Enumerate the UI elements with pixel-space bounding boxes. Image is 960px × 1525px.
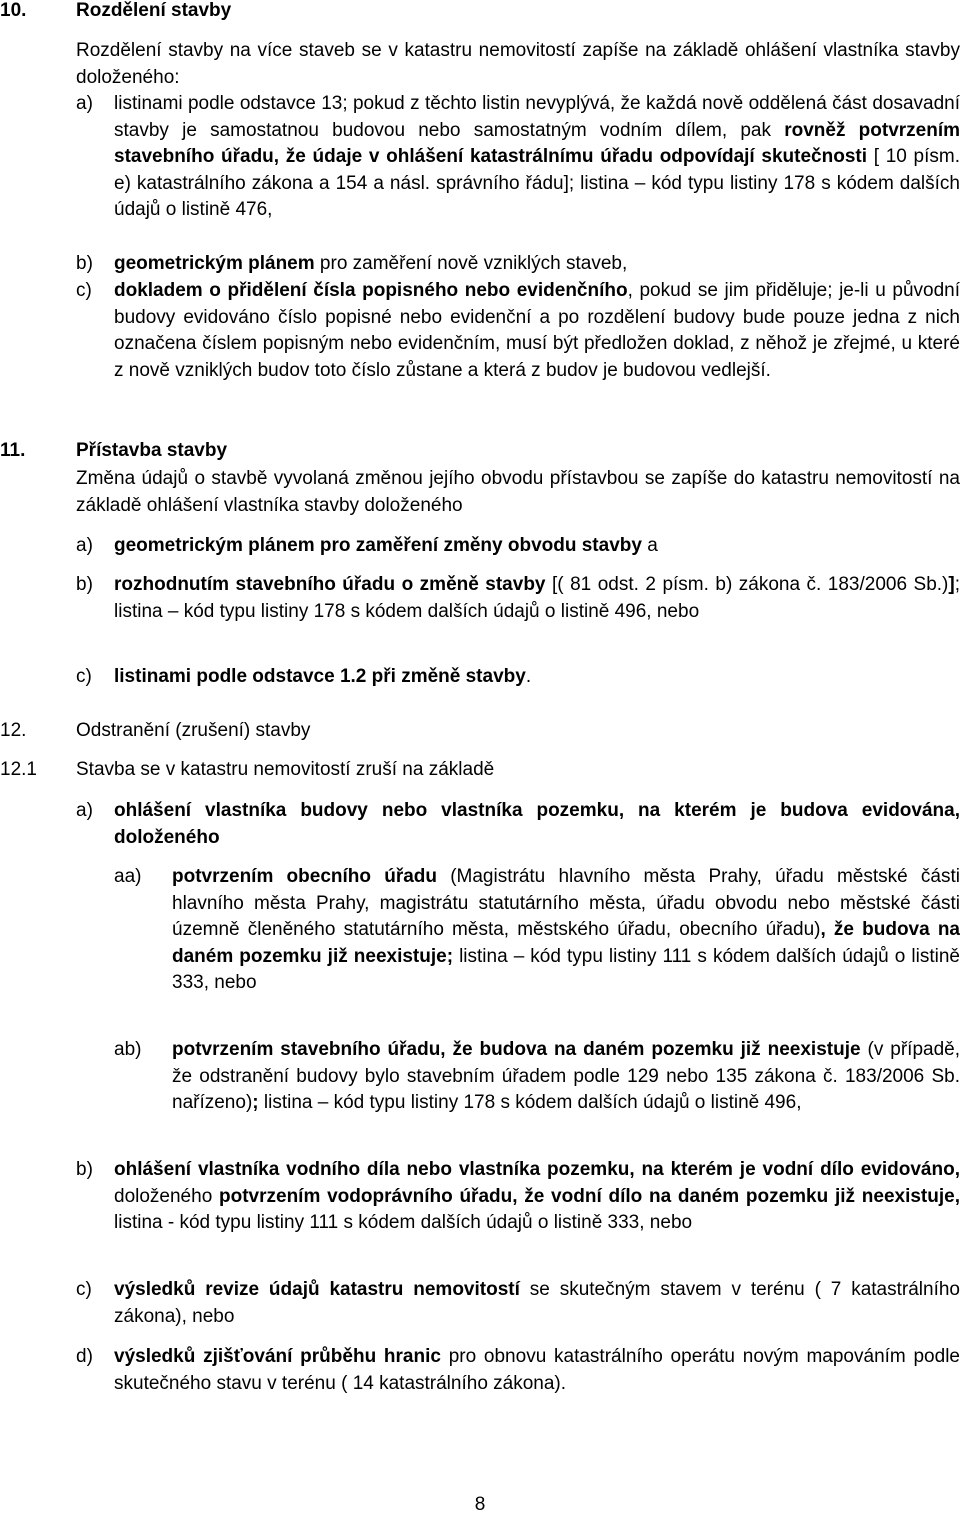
item-text-bold: výsledků revize údajů katastru nemovitostí [114, 1279, 520, 1300]
item-text-part: listina – kód typu listiny 111 s kódem dalších údajů o listině 333, nebo [172, 945, 960, 994]
item-text-part: ; listina – kód typu listiny 178 s kódem dalších údajů o listině 496, nebo [114, 574, 960, 622]
section-number: 10. [0, 0, 27, 21]
section-title: Odstranění (zrušení) stavby [76, 720, 311, 741]
item-text-part: pro zaměření nově vzniklých staveb, [314, 253, 628, 274]
section-number: 12. [0, 720, 27, 741]
item-text [114, 572, 960, 625]
item-text-bold: rovněž potvrzením stavebního úřadu, že údaje v ohlášení katastrálnímu úřadu odpovídají skutečnosti [114, 119, 960, 168]
item-text [114, 278, 960, 384]
item-text-part: . [525, 666, 532, 687]
item-label: d) [76, 1346, 93, 1367]
item-text-bold: geometrickým plánem pro zaměření změny obvodu stavby [114, 535, 642, 556]
item-label: a) [76, 93, 93, 114]
item-text [114, 91, 960, 224]
item-text-part: , pokud se jim přiděluje; je-li u původní budovy evidováno číslo popisné nebo evidenční a po rozdělení budovy bude pouze jedna z nich označena číslem popisným nebo evidenčním, musí být předložen doklad, z něhož je zřejmé, u které z nově vzniklých budov toto číslo zůstane a která z budov je budovou vedlejší. [114, 280, 960, 381]
item-text-bold: geometrickým plánem [114, 253, 315, 274]
item-text-bold: ohlášení vlastníka budovy nebo vlastníka pozemku, na kterém je budova evidována, doloženého [114, 800, 960, 848]
item-text-part: (Magistrátu hlavního města Prahy, úřadu městské části hlavního města Prahy, magistrátu statutárního města, úřadu obvodu nebo městské části územně členěného statutárního města, městského úřadu, obecního úřadu) [172, 866, 960, 941]
item-text [114, 1344, 960, 1397]
item-label: a) [76, 535, 93, 556]
item-text [172, 1037, 960, 1117]
item-label: ab) [114, 1039, 142, 1060]
item-text [114, 1277, 960, 1330]
item-text-bold: potvrzením stavebního úřadu, že budova na daném pozemku již neexistuje [172, 1039, 861, 1060]
item-text [172, 864, 960, 997]
section-title: Přístavba stavby [76, 440, 228, 461]
item-text-bold: ; [252, 1092, 259, 1114]
item-label: b) [76, 1159, 93, 1180]
item-text-bold: potvrzením vodoprávního úřadu, že vodní dílo na daném pozemku již neexistuje, [219, 1185, 960, 1207]
item-text-part: doloženého [114, 1185, 219, 1207]
item-text-bold: výsledků zjišťování průběhu hranic [114, 1346, 441, 1367]
item-text [114, 251, 960, 278]
item-label: c) [76, 280, 92, 301]
item-label: a) [76, 800, 93, 821]
subsection-number: 12.1 [0, 759, 37, 780]
item-label: aa) [114, 866, 142, 887]
item-text-part: pro obnovu katastrálního operátu novým mapováním podle skutečného stavu v terénu ( 14 katastrálního zákona). [114, 1346, 960, 1394]
item-text-bold: rozhodnutím stavebního úřadu o změně stavby [114, 574, 546, 595]
item-text [114, 1157, 960, 1237]
subsection-intro: Stavba se v katastru nemovitostí zruší na základě [76, 759, 495, 780]
section-title: Rozdělení stavby [76, 0, 232, 21]
item-text-part: listinami podle odstavce 13; pokud z těchto listin nevyplývá, že každá nově oddělená část dosavadní stavby je samostatnou budovou nebo samostatným vodním dílem, pak [114, 93, 960, 141]
item-text-bold: , že budova na daném pozemku již neexistuje; [172, 919, 960, 967]
section-number: 11. [0, 440, 26, 461]
item-text-bold: listinami podle odstavce 1.2 při změně stavby [114, 666, 526, 687]
page-number: 8 [474, 1494, 486, 1515]
item-text [114, 798, 960, 851]
item-text [114, 664, 960, 691]
item-label: c) [76, 1279, 92, 1300]
item-text-part: listina – kód typu listiny 178 s kódem dalších údajů o listině 496, [258, 1092, 802, 1114]
item-label: b) [76, 574, 93, 595]
item-text-bold: dokladem o přidělení čísla popisného nebo evidenčního [114, 280, 628, 301]
item-text-bold: ohlášení vlastníka vodního díla nebo vlastníka pozemku, na kterém je vodní dílo evidováno, [114, 1159, 960, 1180]
item-text-part: [( 81 odst. 2 písm. b) zákona č. 183/2006 Sb.) [545, 574, 949, 595]
item-text-part: listina - kód typu listiny 111 s kódem dalších údajů o listině 333, nebo [114, 1212, 693, 1234]
item-text-bold: ] [948, 574, 955, 595]
section-10-intro: Rozdělení stavby na více staveb se v katastru nemovitostí zapíše na základě ohlášení vlastníka stavby doloženého: [76, 40, 960, 88]
item-text-part: (v případě, že odstranění budovy bylo stavebním úřadem podle 129 nebo 135 zákona č. 183/2006 Sb. nařízeno) [172, 1039, 960, 1114]
item-text-part: se skutečným stavem v terénu ( 7 katastrálního zákona), nebo [114, 1279, 960, 1327]
item-text-part: a [641, 535, 658, 556]
item-text-bold: potvrzením obecního úřadu [172, 866, 437, 887]
item-label: c) [76, 666, 92, 687]
item-text [114, 533, 960, 560]
section-11-intro: Změna údajů o stavbě vyvolaná změnou jejího obvodu přístavbou se zapíše do katastru nemovitostí na základě ohlášení vlastníka stavby doloženého [76, 468, 960, 516]
item-label: b) [76, 253, 93, 274]
item-text-part: [ 10 písm. e) katastrálního zákona a 154 a násl. správního řádu]; listina – kód typu listiny 178 s kódem dalších údajů o listině 476, [114, 146, 960, 221]
